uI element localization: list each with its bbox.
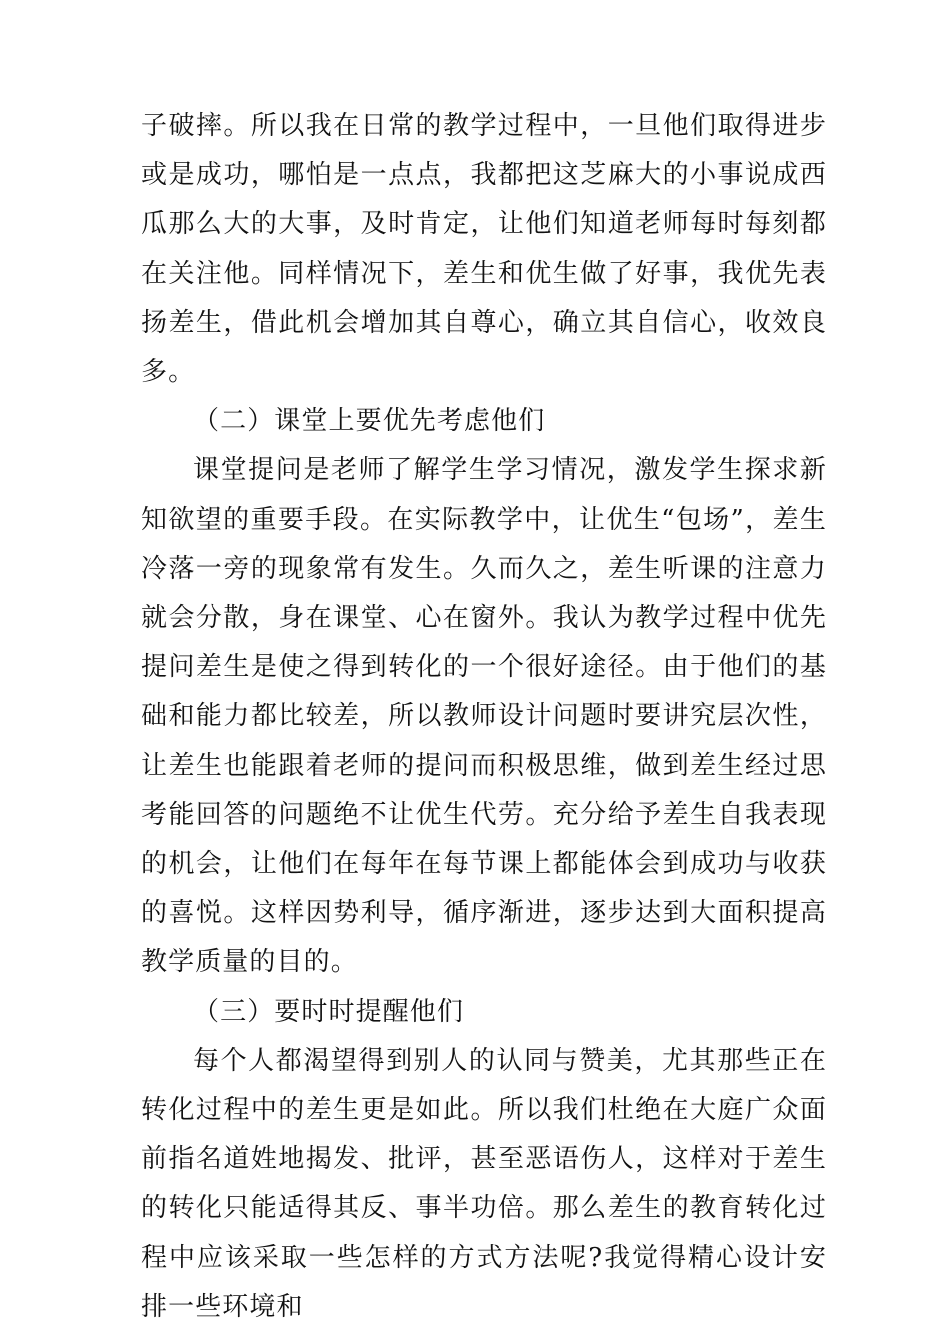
body-paragraph-reminder: 每个人都渴望得到别人的认同与赞美，尤其那些正在转化过程中的差生更是如此。所以我们杜绝在大庭广众面前指名道姓地揭发、批评，甚至恶语伤人，这样对于差生的转化只能适得其反、事半功倍。那么差生的教育转化过程中应该采取一些怎样的方式方法呢?我觉得精心设计安排一些环境和 [141, 1045, 827, 1322]
body-paragraph-continued: 子破摔。所以我在日常的教学过程中，一旦他们取得进步或是成功，哪怕是一点点，我都把这芝麻大的小事说成西瓜那么大的大事，及时肯定，让他们知道老师每时每刻都在关注他。同样情况下，差生和优生做了好事，我优先表扬差生，借此机会增加其自尊心，确立其自信心，收效良多。 [141, 111, 827, 388]
section-heading-2: （二）课堂上要优先考虑他们 [193, 406, 546, 437]
section-heading-3: （三）要时时提醒他们 [193, 996, 465, 1027]
body-paragraph-classroom: 课堂提问是老师了解学生学习情况，激发学生探求新知欲望的重要手段。在实际教学中，让优生“包场”，差生冷落一旁的现象常有发生。久而久之，差生听课的注意力就会分散，身在课堂、心在窗外。我认为教学过程中优先提问差生是使之得到转化的一个很好途径。由于他们的基础和能力都比较差，所以教师设计问题时要讲究层次性，让差生也能跟着老师的提问而积极思维，做到差生经过思考能回答的问题绝不让优生代劳。充分给予差生自我表现的机会，让他们在每年在每节课上都能体会到成功与收获的喜悦。这样因势利导，循序渐进，逐步达到大面积提高教学质量的目的。 [141, 455, 827, 978]
document-page [141, 102, 827, 1332]
